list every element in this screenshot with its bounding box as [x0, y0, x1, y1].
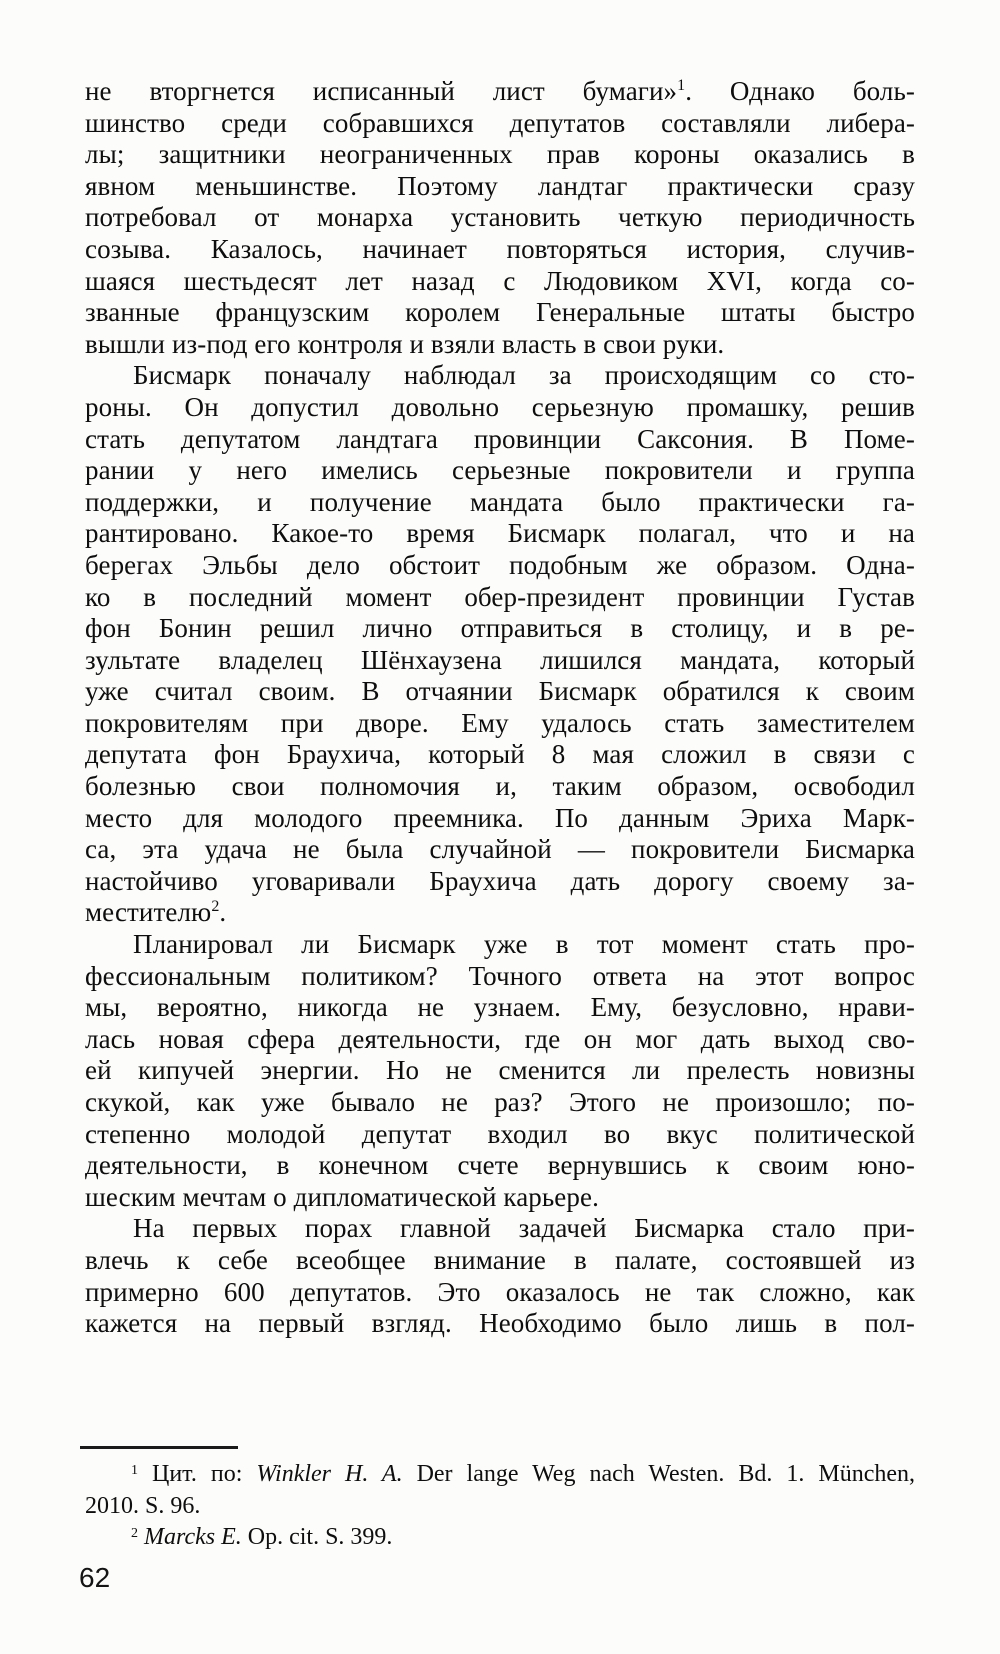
- text-line: уже считал своим. В отчаянии Бисмарк обратился к своим: [85, 676, 915, 707]
- line-text: .: [219, 897, 227, 928]
- text-line: рантировано. Какое-то время Бисмарк полагал, что и на: [85, 518, 915, 549]
- text-line: зультате владелец Шёнхаузена лишился мандата, который: [85, 644, 915, 675]
- text-line: лась новая сфера деятельности, где он мог дать выход сво-: [85, 1023, 915, 1054]
- text-line: фессиональным политиком? Точного ответа на этот вопрос: [85, 960, 915, 991]
- text-line: шинство среди собравшихся депутатов составляли либера-: [85, 107, 915, 138]
- line-text: местителю: [85, 897, 212, 928]
- text-line: влечь к себе всеобщее внимание в палате, состоявшей из: [85, 1244, 915, 1275]
- text-line: [85, 897, 915, 929]
- footnote-1-line-2: 2010. S. 96.: [85, 1492, 201, 1519]
- text-line: ко в последний момент обер-президент провинции Густав: [85, 581, 915, 612]
- line-text: . Однако боль-: [685, 76, 915, 106]
- text-line: скукой, как уже бывало не раз? Этого не произошло; по-: [85, 1087, 915, 1117]
- text-line: На первых порах главной задачей Бисмарка стало при-: [133, 1213, 915, 1244]
- text-line: [85, 76, 915, 108]
- footnote-1-marker: 1: [131, 1463, 138, 1478]
- footnote-1-line-1: [85, 1459, 915, 1491]
- text-line: примерно 600 депутатов. Это оказалось не так сложно, как: [85, 1276, 915, 1307]
- footnote-text: Op. cit. S. 399.: [241, 1524, 393, 1550]
- text-line: степенно молодой депутат входил во вкус политической: [85, 1118, 915, 1149]
- text-line: рании у него имелись серьезные покровители и группа: [85, 455, 915, 486]
- text-line: Планировал ли Бисмарк уже в тот момент стать про-: [133, 929, 915, 960]
- footnote-separator: [80, 1446, 238, 1449]
- text-line: явном меньшинстве. Поэтому ландтаг практически сразу: [85, 170, 915, 201]
- text-line: стать депутатом ландтага провинции Саксония. В Поме-: [85, 423, 915, 454]
- line-text: не вторгнется исписанный лист бумаги»: [85, 76, 678, 106]
- footnote-2-line-1: [85, 1522, 915, 1554]
- footnote-text: Der lange Weg nach Westen. Bd. 1. München,: [402, 1461, 916, 1487]
- text-line: лы; защитники неограниченных прав короны оказались в: [85, 139, 915, 170]
- text-line: ей кипучей энергии. Но не сменится ли прелесть новизны: [85, 1055, 915, 1086]
- text-line: мы, вероятно, никогда не узнаем. Ему, безусловно, нрави-: [85, 992, 915, 1023]
- text-line: место для молодого преемника. По данным Эриха Марк-: [85, 802, 915, 833]
- text-line: шеским мечтам о дипломатической карьере.: [85, 1181, 599, 1212]
- footnote-text: Цит. по:: [152, 1461, 257, 1487]
- text-line: потребовал от монарха установить четкую периодичность: [85, 202, 915, 233]
- text-line: созыва. Казалось, начинает повторяться история, случив-: [85, 233, 915, 264]
- text-line: деятельности, в конечном счете вернувшись к своим юно-: [85, 1150, 915, 1181]
- text-line: кажется на первый взгляд. Необходимо было лишь в пол-: [85, 1308, 915, 1339]
- text-line: берегах Эльбы дело обстоит подобным же образом. Одна-: [85, 549, 915, 580]
- text-line: са, эта удача не была случайной — покровители Бисмарка: [85, 834, 915, 865]
- footnote-ref-1: 1: [677, 77, 686, 94]
- page-number: 62: [79, 1562, 111, 1593]
- text-line: Бисмарк поначалу наблюдал за происходящим со сто-: [133, 360, 915, 391]
- footnote-ref-2: 2: [211, 898, 220, 916]
- footnotes-block: [85, 1459, 915, 1554]
- text-line: поддержки, и получение мандата было практически га-: [85, 486, 915, 517]
- footnote-2-marker: 2: [131, 1526, 138, 1541]
- footnote-author: Marcks E.: [144, 1524, 242, 1550]
- text-line: вышли из-под его контроля и взяли власть в свои руки.: [85, 328, 725, 359]
- text-line: болезнью свои полномочия и, таким образом, освободил: [85, 771, 915, 802]
- page-text-block: [85, 76, 915, 1340]
- text-line: званные французским королем Генеральные штаты быстро: [85, 297, 915, 328]
- text-line: роны. Он допустил довольно серьезную промашку, решив: [85, 391, 915, 422]
- text-line: шаяся шестьдесят лет назад с Людовиком XVI, когда со-: [85, 265, 915, 296]
- text-line: настойчиво уговаривали Браухича дать дорогу своему за-: [85, 865, 915, 896]
- footnote-author: Winkler H. A.: [256, 1461, 403, 1487]
- text-line: депутата фон Браухича, который 8 мая сложил в связи с: [85, 739, 915, 770]
- text-line: фон Бонин решил лично отправиться в столицу, и в ре-: [85, 613, 915, 644]
- text-line: покровителям при дворе. Ему удалось стать заместителем: [85, 707, 915, 738]
